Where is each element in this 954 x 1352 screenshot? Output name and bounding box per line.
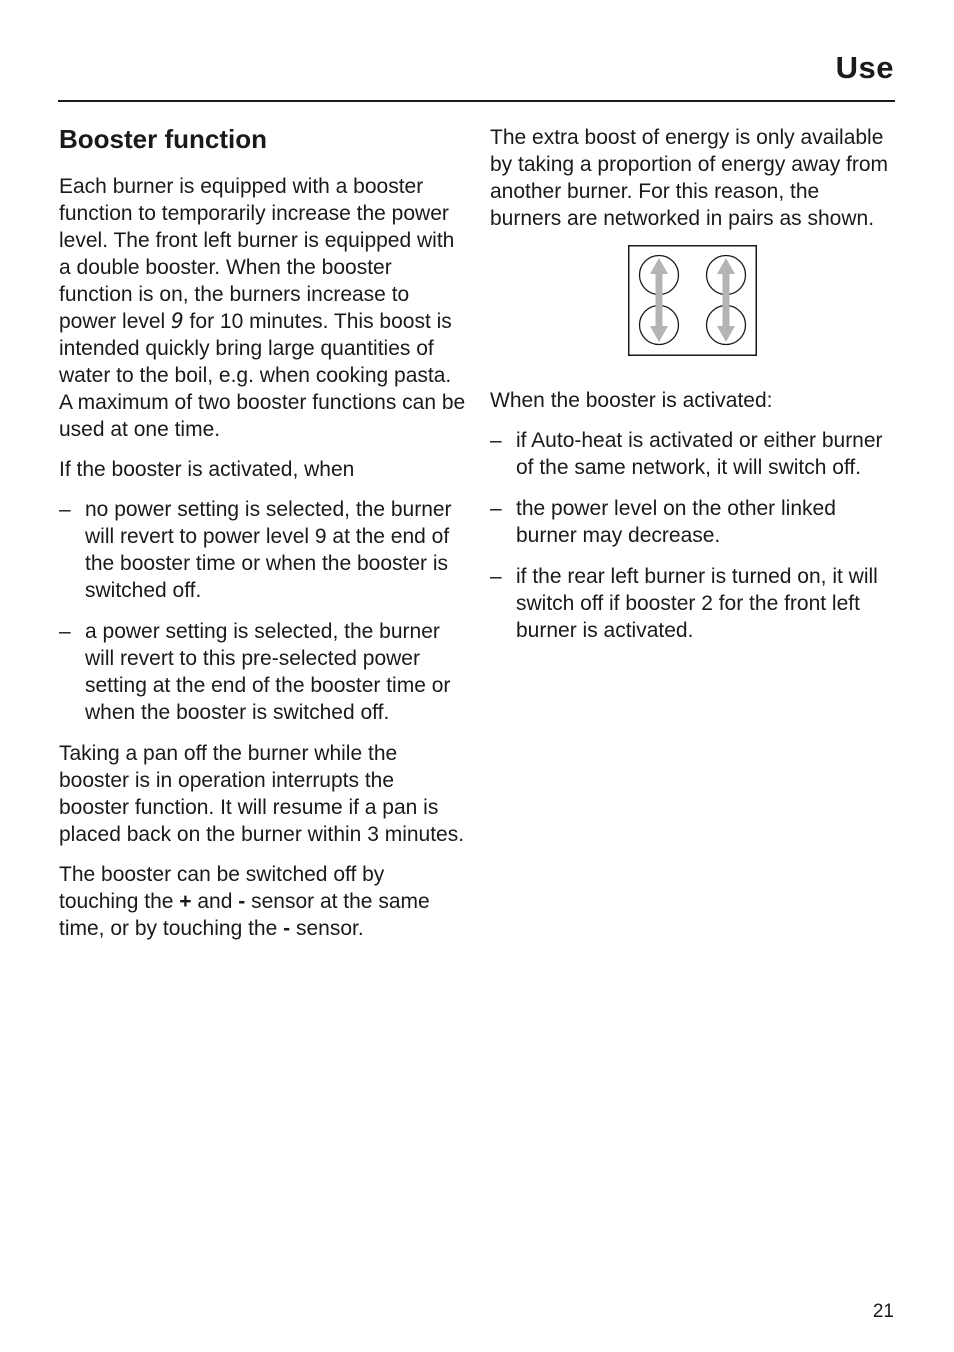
- booster-intro-paragraph: [59, 173, 467, 443]
- right-column: [490, 124, 896, 658]
- list-item-text: if Auto-heat is activated or either burner of the same network, it will switch off.: [516, 429, 883, 479]
- pan-removal-paragraph: Taking a pan off the burner while the booster is in operation interrupts the booster function. It will resume if a pan is placed back on the burner within 3 minutes.: [59, 742, 465, 846]
- cooktop-diagram-svg: [628, 245, 757, 356]
- list-dash: –: [490, 497, 502, 520]
- list-dash: –: [490, 565, 502, 588]
- intro-text-part1: Each burner is equipped with a booster function to temporarily increase the power level. The front left burner is equipped with a double booster. When the booster function is on, the burners increase to power level: [59, 175, 455, 333]
- booster-effects-list: [490, 427, 896, 644]
- list-dash: –: [490, 429, 502, 452]
- minus-sensor-symbol: -: [238, 890, 246, 913]
- booster-activated-lead: When the booster is activated:: [490, 389, 773, 412]
- section-heading: Booster function: [59, 124, 267, 154]
- switch-off-text-3: sensor at the same time, or by touching the: [59, 890, 430, 940]
- burner-network-diagram: [628, 245, 757, 356]
- list-dash: –: [59, 620, 71, 643]
- activation-conditions-list: [59, 496, 467, 726]
- list-item: [490, 427, 896, 481]
- list-item: [59, 496, 467, 604]
- header-divider: [58, 100, 895, 102]
- list-item-text: no power setting is selected, the burner will revert to power level 9 at the end of the booster time or when the booster is switched off.: [85, 498, 452, 602]
- switch-off-text-2: and: [191, 890, 239, 913]
- list-item-text: if the rear left burner is turned on, it will switch off if booster 2 for the front left burner is activated.: [516, 565, 878, 642]
- page-header-title: Use: [835, 50, 894, 85]
- left-column: [59, 124, 467, 955]
- list-item: [59, 618, 467, 726]
- list-dash: –: [59, 498, 71, 521]
- activation-lead-paragraph: If the booster is activated, when: [59, 458, 355, 481]
- plus-sensor-symbol: +: [179, 890, 192, 913]
- energy-share-paragraph: The extra boost of energy is only available by taking a proportion of energy away from another burner. For this reason, the burners are networked in pairs as shown.: [490, 126, 889, 230]
- switch-off-text-1: The booster can be switched off by touching the: [59, 863, 385, 913]
- list-item: [490, 495, 896, 549]
- power-level-symbol: 9: [171, 309, 184, 333]
- page-number: 21: [872, 1301, 894, 1322]
- switch-off-paragraph: [59, 861, 467, 942]
- intro-text-part2: for 10 minutes. This boost is intended quickly bring large quantities of water to the boil, e.g. when cooking pasta. A maximum of two booster functions can be used at one time.: [59, 310, 466, 441]
- list-item: [490, 563, 896, 644]
- switch-off-text-4: sensor.: [290, 917, 364, 940]
- minus-sensor-symbol-2: -: [283, 917, 291, 940]
- list-item-text: a power setting is selected, the burner will revert to this pre-selected power setting at the end of the booster time or when the booster is switched off.: [85, 620, 451, 724]
- list-item-text: the power level on the other linked burner may decrease.: [516, 497, 836, 547]
